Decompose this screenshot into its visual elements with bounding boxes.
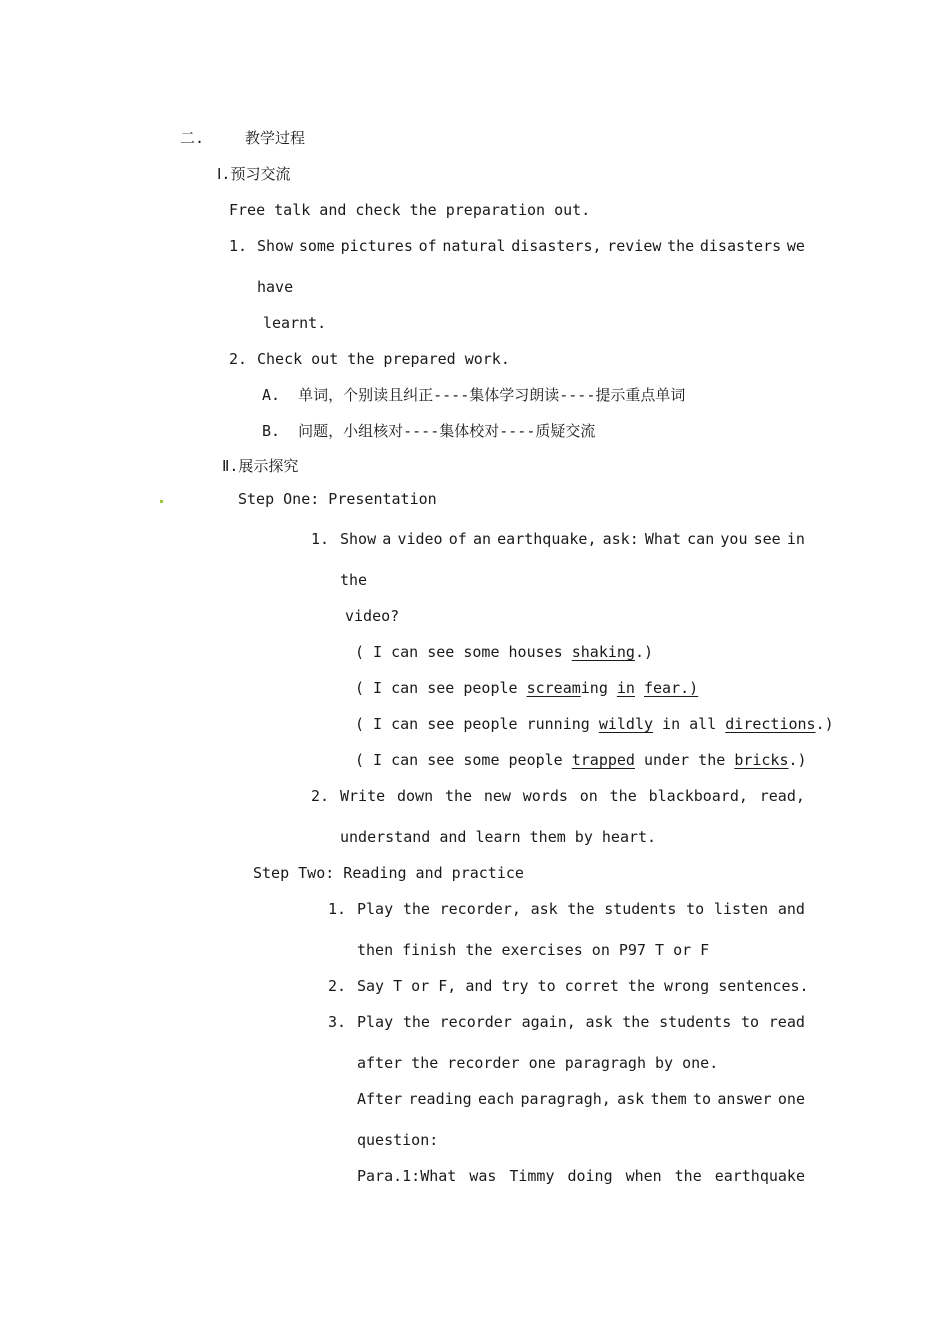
p1-sub-b: B. 问题，小组核对----集体校对----质疑交流 <box>262 422 596 440</box>
s1-item2-line1: Write down the new words on the blackboard, read, <box>340 787 805 805</box>
s2-item2-number: 2. <box>328 977 347 995</box>
s1-item1-number: 1. <box>311 530 330 548</box>
part2-heading: Ⅱ.展示探究 <box>222 457 299 475</box>
example-sentence-3: ( I can see people running wildly in all directions.) <box>355 715 834 733</box>
p1-item1-line1: Show some pictures of natural disasters, review the disasters we <box>257 237 805 255</box>
after-reading-line1: After reading each paragragh, ask them to answer one <box>357 1090 805 1108</box>
s1-item1-line3: video? <box>345 607 400 625</box>
margin-dot <box>160 500 163 503</box>
example-sentence-1: ( I can see some houses shaking.) <box>355 643 654 661</box>
s2-item1-line2: then finish the exercises on P97 T or F <box>357 941 710 959</box>
step-one-heading: Step One: Presentation <box>238 490 437 508</box>
s2-item1-number: 1. <box>328 900 347 918</box>
p1-item1-number: 1. <box>229 237 248 255</box>
s1-item2-line2: understand and learn them by heart. <box>340 828 657 846</box>
example-sentence-4: ( I can see some people trapped under the bricks.) <box>355 751 807 769</box>
step-two-heading: Step Two: Reading and practice <box>253 864 524 882</box>
after-reading-line2: question: <box>357 1131 439 1149</box>
p1-item2-number: 2. <box>229 350 248 368</box>
s1-item2-number: 2. <box>311 787 330 805</box>
example-sentence-2: ( I can see people screaming in fear.) <box>355 679 699 697</box>
p1-sub-a: A. 单词，个别读且纠正----集体学习朗读----提示重点单词 <box>262 386 686 404</box>
section-number: 二. <box>180 129 205 147</box>
s2-item1-line1: Play the recorder, ask the students to listen and <box>357 900 805 918</box>
p1-item1-line2: have <box>257 278 294 296</box>
section-title: 教学过程 <box>245 129 306 147</box>
s2-item3-line2: after the recorder one paragragh by one. <box>357 1054 719 1072</box>
para1-question: Para.1:What was Timmy doing when the earthquake <box>357 1167 805 1185</box>
s2-item3-number: 3. <box>328 1013 347 1031</box>
s1-item1-line2: the <box>340 571 368 589</box>
s2-item3-line1: Play the recorder again, ask the students to read <box>357 1013 805 1031</box>
p1-item1-line3: learnt. <box>263 314 327 332</box>
part1-intro: Free talk and check the preparation out. <box>229 201 591 219</box>
s1-item1-line1: Show a video of an earthquake, ask: What can you see in <box>340 530 805 548</box>
part1-heading: Ⅰ.预习交流 <box>217 165 291 183</box>
s2-item2-text: Say T or F, and try to corret the wrong sentences. <box>357 977 809 995</box>
p1-item2-text: Check out the prepared work. <box>257 350 510 368</box>
